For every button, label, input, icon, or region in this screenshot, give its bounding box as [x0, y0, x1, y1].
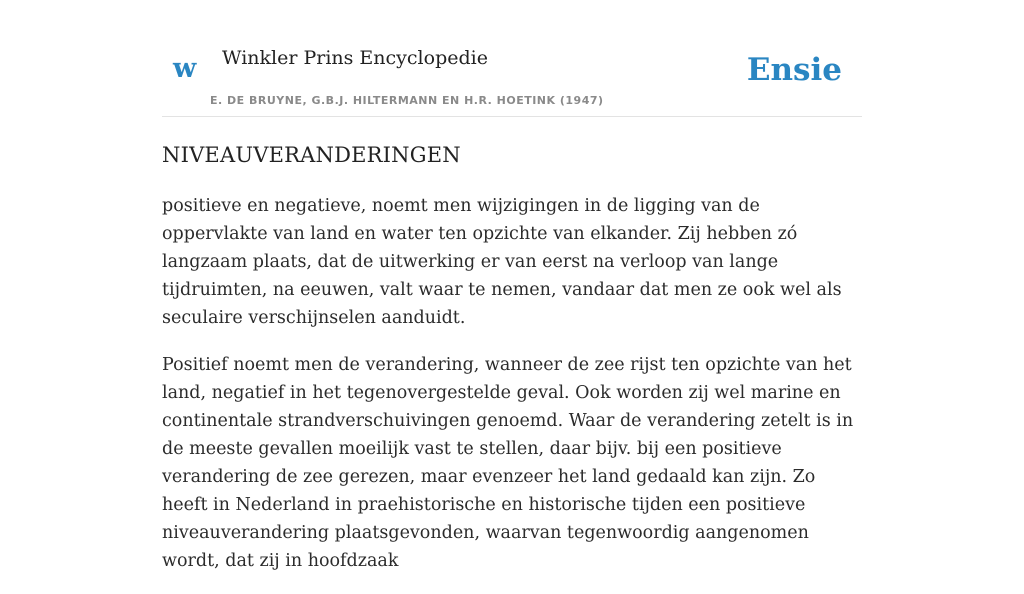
book-authors: E. DE BRUYNE, G.B.J. HILTERMANN EN H.R. HOETINK (1947): [210, 94, 604, 107]
site-header: [162, 0, 862, 117]
winkler-prins-logo[interactable]: w: [173, 53, 197, 84]
book-title-link[interactable]: Winkler Prins Encyclopedie: [222, 47, 488, 69]
article-paragraph-1: positieve en negatieve, noemt men wijzigingen in de ligging van de oppervlakte van land en water ten opzichte van elkander. Zij hebben zó langzaam plaats, dat de uitwerking er van eerst na verloop van lange tijdruimten, na eeuwen, valt waar te nemen, vandaar dat men ze ook wel als seculaire verschijnselen aanduidt.: [162, 196, 842, 328]
article-title: NIVEAUVERANDERINGEN: [162, 143, 461, 167]
article-paragraph-2: Positief noemt men de verandering, wanneer de zee rijst ten opzichte van het land, negatief in het tegenovergestelde geval. Ook worden zij wel marine en continentale strandverschuivingen genoemd. Waar de verandering zetelt is in de meeste gevallen moeilijk vast te stellen, daar bijv. bij een positieve verandering de zee gerezen, maar evenzeer het land gedaald kan zijn. Zo heeft in Nederland in praehistorische en historische tijden een positieve niveauverandering plaatsgevonden, waarvan tegenwoordig aangenomen wordt, dat zij in hoofdzaak: [162, 355, 854, 571]
article-body: [162, 192, 862, 594]
ensie-logo-link[interactable]: Ensie: [746, 52, 842, 88]
